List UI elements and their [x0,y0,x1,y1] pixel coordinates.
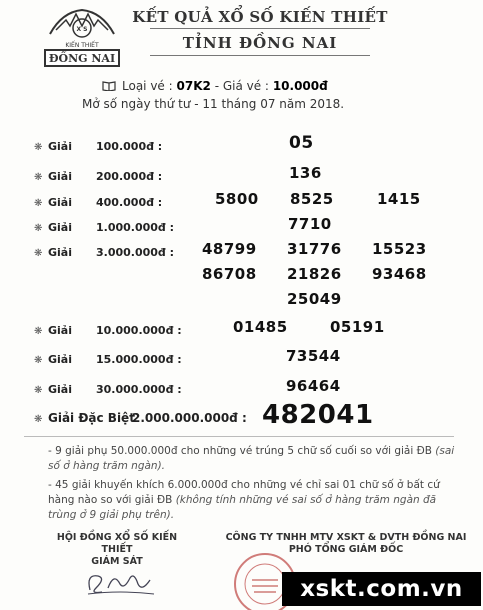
book-icon [102,81,116,91]
note-consolation-prizes: - 45 giải khuyến khích 6.000.000đ cho những vé chỉ sai 01 chữ số ở bất cứ hàng nào so với giải ĐB (không tính những vé sai số ở hàng trăm ngàn đã trùng ở 9 giải phụ trên). [48,479,440,521]
jackpot-label: ❋ Giải Đặc Biệt [34,411,135,425]
note-sub-prizes: - 9 giải phụ 50.000.000đ cho những vé trúng 5 chữ số cuối so với giải ĐB (sai số ở hàng trăm ngàn). [48,445,455,472]
prize-number: 15523 [372,240,427,258]
prize-amount: 400.000đ : [96,196,163,209]
prize-row-label: ❋ Giải [34,196,72,209]
prize-number: 96464 [286,377,341,395]
star-icon: ❋ [34,198,43,209]
prize-number: 1415 [377,190,421,208]
logo-text: KIẾN THIẾT [65,42,99,49]
page-subtitle: TỈNH ĐỒNG NAI [182,34,338,52]
title-divider [150,28,370,29]
prize-number: 31776 [287,240,342,258]
ticket-price-value: 10.000đ [272,79,328,93]
prize-amount: 100.000đ : [96,140,163,153]
star-icon: ❋ [34,355,43,366]
prize-row-label: ❋ Giải [34,221,72,234]
prize-number: 86708 [202,265,257,283]
jackpot-number: 482041 [262,400,374,430]
star-icon: ❋ [34,142,43,153]
ticket-price-label: - Giá vé : [214,79,269,93]
page-title: KẾT QUẢ XỔ SỐ KIẾN THIẾT [132,8,388,26]
svg-text:X S: X S [76,26,88,33]
prize-number: 93468 [372,265,427,283]
supervisor-title: HỘI ĐỒNG XỔ SỐ KIẾN THIẾT [56,532,178,555]
prize-number: 01485 [233,318,288,336]
prize-row-label: ❋ Giải [34,140,72,153]
star-icon: ❋ [34,248,43,259]
company-role: PHÓ TỔNG GIÁM ĐỐC [288,544,404,555]
prize-amount: 3.000.000đ : [96,246,175,259]
prize-number: 73544 [286,347,341,365]
star-icon: ❋ [34,223,43,234]
prize-number: 7710 [288,215,332,233]
prize-amount: 200.000đ : [96,170,163,183]
subtitle-divider [150,55,370,56]
logo-banner: ĐỒNG NAI [48,52,116,65]
prize-number: 25049 [287,290,342,308]
prize-amount: 15.000.000đ : [96,353,182,366]
draw-date: Mở số ngày thứ tư - 11 tháng 07 năm 2018. [82,97,345,111]
ticket-info [102,79,328,93]
star-icon: ❋ [34,414,43,425]
prize-number: 05 [289,133,314,153]
prize-number: 48799 [202,240,257,258]
dong-nai-lottery-logo [42,4,122,72]
prize-number: 5800 [215,190,259,208]
prize-amount: 10.000.000đ : [96,324,182,337]
ticket-type-value: 07K2 [176,79,211,93]
notes-divider [24,436,454,437]
prize-row-label: ❋ Giải [34,170,72,183]
ticket-type-label: Loại vé : [122,79,173,93]
star-icon: ❋ [34,326,43,337]
signature-image [80,564,160,600]
prize-amount: 1.000.000đ : [96,221,175,234]
star-icon: ❋ [34,385,43,396]
supervisor-role: GIÁM SÁT [91,556,143,567]
supervisor-block [42,532,192,568]
star-icon: ❋ [34,172,43,183]
jackpot-amount: 2.000.000.000đ : [132,411,247,425]
prize-number: 136 [289,164,322,182]
prize-row-label: ❋ Giải [34,353,72,366]
prize-row-label: ❋ Giải [34,383,72,396]
prize-number: 8525 [290,190,334,208]
site-watermark: xskt.com.vn [282,572,481,606]
prize-number: 21826 [287,265,342,283]
prize-amount: 30.000.000đ : [96,383,182,396]
prize-row-label: ❋ Giải [34,324,72,337]
company-block [222,532,470,556]
prize-row-label: ❋ Giải [34,246,72,259]
company-name: CÔNG TY TNHH MTV XSKT & DVTH ĐỒNG NAI [225,532,467,543]
prize-number: 05191 [330,318,385,336]
